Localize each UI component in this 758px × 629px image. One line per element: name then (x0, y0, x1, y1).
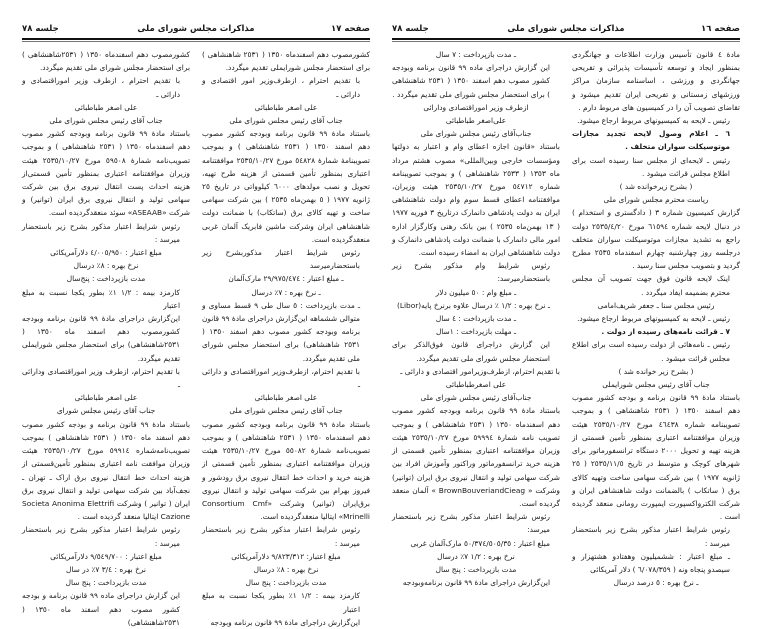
header-rule-thin (22, 41, 370, 42)
paragraph: علی اصغر طباطبائی (74, 393, 138, 403)
paragraph: باستناد مادۀ ٩٩ قانون برنامه وبودجه کشور مصوب دهم اسفندماه ١٣٥٠ ( ٢٥٣١ شاهنشاهی ) و بموجب تصویب‌نامه شمارۀ ٥٩٥٠٨ مورخ ٢٥٣٥/١٠/٢٧ هیئت وزیران موافقتنامه اعتباری بمنظور تأمین قسمتی‌از هزینه احداث پست انتقال نیروی برق بین شرکت سهامی تولید و انتقال نیروی برق ایران (توانیر) و شرکت «ASEAAB» سوئد منعقدگردیده است. (22, 129, 191, 218)
paragraph: رئوس شرایط اعتبار مذکور بشرح زیر باستحضار میرسد : (22, 525, 180, 548)
paragraph: مدت بازپرداخت : پنج‌سال (66, 274, 146, 284)
paragraph: این گزارش دراجرای قانون فوق‌الذکر برای استحضار مجلس شورای ملی تقدیم میگردد. (392, 340, 550, 363)
column-right (202, 48, 371, 627)
paragraph: با تقدیم احترام ، ازطرف‌وزیر امور اقتصادی و دارائی ـ (202, 76, 360, 99)
paragraph: علی اصغرطباطبائی (445, 380, 507, 390)
paragraph: نرخ بهره : ٨٪ درسال (73, 261, 139, 271)
paragraph: با تقدیم احترام، ازطرف‌وزیرامور اقتصادی و دارائی ـ (400, 366, 560, 376)
paragraph: مبلغ اعتبار : ٤/٠٠٥/٩٥٠ دلارآمریکائی (50, 248, 162, 258)
paragraph: ـ مبلغ اعتبار : ششمیلیون وهفتادو هشتهزار و سیصدو پنجاه ونه ( ٦/٠٧٨/٣٥٩ ) دلار آمریکائی (572, 551, 730, 574)
paragraph: علی اصغر طباطبائی (254, 102, 318, 112)
paragraph: علی اصغر طباطبائی (254, 393, 318, 403)
paragraph: مادۀ ٤ قانون تأسیس وزارت اطلاعات و جهانگردی بمنظور ایجاد و توسعه تأسیسات پذیرائی و تفریحی جهانگردی و ورزشی ، اساسنامه سازمان مراکز ورزشهای زمستانی و تفریحی ایران تقدیم میشود و تقاضای تصویب آن را در کمیسیون های مربوط دارم . (572, 50, 741, 112)
paragraph: باستناد مادۀ ٩٩ قانون برنامه وبودجه کشور مصوب دهم اسفندماه ١٣٥٠ ( ٢٥٣١ شاهنشاهی ) و بموجب تصویب‌نامه شمارۀ ٥٥٠٨٢ مورخ ٢٥٣٥/١٠/٢٧ هیئت وزیران موافقتنامه اعتباری بمنظور تأمین قسمتی از هزینه خرید و احداث خط انتقال نیروی برق رودشور و فیروز بهرام بین شرکت سهامی تولید و انتقال نیروی برق‌ایران (توانیر) وشرکت «Consortium Cmf Mrinelli» ایتالیا منعقدگردیده است. (202, 419, 371, 522)
paragraph: کشورمصوب دهم اسفندماه ١٣٥٠ ( ٢٥٣١ شاهنشاهی ) برای استحضار مجلس شورایملی تقدیم میگردد. (202, 50, 370, 73)
paragraph: نرخ بهره : ٣/٤ ٧٪ در سال (66, 564, 146, 574)
paragraph: این‌گزارش دراجرای مادۀ ٩٩ قانون برنامه‌وبودجه (402, 578, 550, 588)
paragraph: این‌گزارش دراجرای مادۀ ٩٩ قانون برنامه وبودجه کشورمصوب دهم اسفند ماه ١٣٥٠ ( ٢٥٣١شاهنشاهی) برای استحضار مجلس شورایملی تقدیم میگردد. (22, 314, 181, 363)
paragraph: رئوس شرایط وام مذکور بشرح زیر باستحضارمیرسد: (392, 261, 550, 284)
paragraph: باستناد مادۀ ٩٩ قانون برنامه و بودجه کشور مصوب دهم اسفند ١٣٥٠ ( ٢٥٣١ شاهنشاهی ) و بموجب تصویبنامه شماره ٤٦٤٣٨ مورخ ٢٥٣٥/١٠/٢٧ هیئت وزیران موافقتنامه اعتباری بمنظور تأمین قسمتی از هزینه تهیه و تحویل ٢٠٠٠ دستگاه ترانسفورماتور برای شهرهای کوچک و متوسط در تاریخ ٢٥٣٥/١١/٥ ( ٢٥ ژانویه ١٩٧٧ ) بین شرکت سهامی ساخت وتهیه کالای برق ( ساتکاب ) بالضمانت دولت شاهنشاهی ایران و شرکت الکترواکسپورت ایمپورت رومانی منعقد گردیده است . (572, 393, 741, 522)
paragraph: ( بشرح زیرخوانده شد ) (619, 182, 693, 192)
paragraph: ٦ ـ اعلام وصول لایحه تجدید مجازات موتوسیکلت سواران متخلف . (572, 129, 730, 152)
page-number: صفحه ١٦ (701, 24, 740, 34)
paragraph: مدت بازپرداخت : پنج سال (435, 564, 517, 574)
column-left (22, 48, 191, 627)
page-17 (22, 0, 371, 627)
paragraph: کارمزد بیمه : ١/٢ ١٪ بطور یکجا نسبت به مبلغ اعتبار (202, 591, 360, 614)
paragraph: کارمزد بیمه : ١/٢ ١٪ بطور یکجا نسبت به مبلغ اعتبار (22, 287, 180, 310)
paragraph: این‌گزارش دراجرای مادۀ ٩٩ قانون برنامه وبودجه (210, 617, 360, 627)
paragraph: باستناد مادۀ ٩٩ قانون برنامه وبودجه کشور مصوب دهم اسفندماه ١٣٥٠ ( ٢٥٣١ شاهنشاهی ) و بموجب تصویب نامه شمارۀ ٥٩٩٩٤ مورخ ٢٥٣٥/١٠/٢٧ هیئت وزیران موافقتنامه اعتباری بمنظور تأمین قسمتی از هزینه خرید ترانسفورماتور وراکتور وآموزش افراد بین شرکت سهامی تولید و انتقال نیروی برق ایران (توانیر) وشرکت « BrownBouveriandCieag » آلمان منعقد گردیده است. (392, 406, 561, 508)
page-header (22, 22, 370, 36)
header-rule (22, 38, 370, 40)
header-rule-thin (392, 41, 740, 42)
paragraph: ـ مبلغ وام : ٥٠ میلیون دلار (435, 287, 517, 297)
session-number: جلسه ٧٨ (22, 24, 59, 34)
paragraph: نرخ بهره : ٨٪ درسال (253, 564, 319, 574)
paragraph: ـ مدت بازپرداخت : ٧ سال (435, 50, 517, 59)
paragraph: با تقدیم احترام، ازطرف وزیر اموراقتصادی ودارائی ـ (22, 366, 180, 390)
paragraph: ـ نرخ بهره : ٥ درصد درسال (613, 578, 699, 588)
paragraph: جناب آقای رئیس مجلس شورای (56, 406, 156, 416)
paragraph: ( بشرح زیر خوانده شد ) (618, 366, 694, 376)
column-right (572, 48, 740, 600)
paragraph: رئوس شرایط اعتبار مذکوربشرح زیر باستحضارمیرسد (202, 248, 360, 271)
page-header (392, 22, 740, 36)
paragraph: ریاست محترم مجلس شورای ملی (603, 195, 709, 205)
page-number: صفحه ١٧ (331, 24, 370, 34)
running-title: مذاکرات مجلس شورای ملی (507, 24, 625, 34)
paragraph: ـ مدت بازپرداخت : ٥ سال طی ٩ قسط مساوی و متوالی ششماهه این‌گزارش دراجرای مادۀ ٩٩ قانون برنامه وبودجه کشور مصوب دهم اسفند ١٣٥٠ ( ٢٥٣١ شاهنشاهی) برای استحضار مجلس شورای ملی تقدیم میگردد. (202, 300, 361, 363)
running-title: مذاکرات مجلس شورای ملی (137, 24, 255, 34)
text-columns (392, 48, 740, 600)
paragraph: رئوس شرایط اعتبار مذکور بشرح زیر باستحضار میرسد : (572, 525, 730, 548)
paragraph: این گزارش دراجرای ماده ٩٩ قانون برنامه و بودجه کشور مصوب دهم اسفند ماه ١٣٥٠ ( ٢٥٣١شاهنشاهی) (22, 591, 180, 627)
page-16 (392, 0, 740, 600)
paragraph: رئیس ـ نامه‌هائی از دولت رسیده است برای اطلاع مجلس قرائت میشود . (572, 340, 730, 363)
paragraph: رئوس شرایط اعتبار مذکور بشرح زیر باستحضار میرسد: (392, 512, 550, 535)
paragraph: مدت بازپرداخت : پنج سال (245, 578, 327, 588)
paragraph: ـ مدت بازپرداخت : ٤ سال (435, 314, 517, 324)
paragraph: با تقدیم احترام ، ازطرف وزیر اموراقتصادی و دارائی ـ (22, 76, 180, 99)
paragraph: اینک لایحه قانون فوق جهت تصویب آن مجلس محترم بضمیمه ایفاد میگردد . (572, 274, 730, 297)
paragraph: علی‌اصغر طباطبائی (445, 116, 507, 126)
paragraph: ـ نرخ بهره : ١/٢ ٪ درسال علاوه برنرخ پایه(Libor) (396, 300, 550, 310)
column-left (392, 48, 560, 600)
paragraph: باستناد مادۀ ٩٩ قانون برنامه و بودجه کشور مصوب دهم اسفند ماه ١٣٥٠ ( ٢٥٣١ شاهنشاهی ) بموجب تصویب‌نامه‌شماره ٥٩٩١٤ مورخ ٢٥٣٥/١٠/٢٧ هیئت وزیران موافقت نامه اعتباری بمنظور تأمین‌قسمتی از هزینه احداث خط انتقال نیروی برق اراک ـ تهران ـ نجف‌آباد بین شرکت سهامی تولید و انتقال نیروی برق ایران ( توانیر ) وشرکت Societa Anonima Elettrifi Cazione ایتالیا منعقد گردیده است . (22, 419, 190, 522)
paragraph: با تقدیم احترام، ازطرف‌وزیر اموراقتصادی و دارائی ـ (202, 366, 360, 390)
paragraph: باستناد مادۀ ٩٩ قانون برنامه وبودجه کشور مصوب دهم اسفند ١٣٥٠ ( ٢٥٣١ شاهنشاهی ) و بموجب تصویبنامۀ شمارۀ ٥٤٨٢٨ مورخ ٢٥٣٥/١٠/٢٧ موافقتنامه اعتباری بمنظور تأمین قسمتی از هزینه طرح تهیه، تحویل و نصب مولدهای ٦٠٠٠ کیلوواتی در تاریخ ٢٥ ژانویه ١٩٧٧ ( ٥ بهمن‌ماه ٢٥٣٥ ) بین شرکت سهامی ساخت و تهیه کالای برق (ساتکاب) با ضمانت دولت شاهنشاهی ایران وشرکت ماشین فابریک آلمان غربی منعقدگردیده است. (202, 129, 371, 244)
paragraph: ٧ ـ قرائت نامه‌های رسیده از دولت . (601, 327, 730, 337)
paragraph: جناب آقای رئیس مجلس شورای ملی (229, 116, 343, 126)
paragraph: جناب آقای رئیس مجلس شورایملی (602, 380, 710, 390)
paragraph: ـ مهلت بازپرداخت : ١سال (435, 327, 517, 337)
paragraph: نرخ بهره : ١/٢ ٧٪ درسال (437, 551, 515, 561)
paragraph: رئوس شرایط اعتبار مذکور بشرح زیر باستحضار میرسد : (202, 525, 360, 548)
paragraph: جناب‌آقای رئیس مجلس شورای ملی (420, 393, 532, 403)
paragraph: رئیس مجلس سنا ـ جعفر شریف‌امامی (597, 300, 715, 310)
paragraph: کشورمصوب دهم اسفندماه ١٣٥٠ ( ٢٥٣١شاهنشاهی ) برای استحضار مجلس شورای ملی تقدیم میگردد. (22, 50, 190, 73)
paragraph: این گزارش دراجرای ماده ٩٩ قانون برنامه وبودجه کشور مصوب دهم اسفند ١٣٥٠ ( ٢٥٣١ شاهنشاهی ) برای استحضار مجلس شورای ملی تقدیم میگردد . (392, 63, 550, 99)
paragraph: جناب آقای رئیس مجلس شورای ملی (49, 116, 163, 126)
paragraph: جناب آقای رئیس مجلس شورای ملی (229, 406, 343, 416)
paragraph: ازطرف وزیر اموراقتصادی ودارائی (423, 102, 529, 112)
header-rule (392, 38, 740, 40)
paragraph: رئوس شرایط اعتبار مذکور بشرح زیر باستحضار میرسد : (22, 221, 180, 244)
paragraph: علی اصغر طباطبائی (74, 102, 138, 112)
paragraph: مبلغ اعتبار : ٥٠/٣٧٤/٥٠٥/٣٥ مارک‌آلمان غربی (410, 538, 550, 548)
paragraph: ـ نرخ بهره : ٧٪ درسال (251, 287, 321, 297)
paragraph: مبلغ اعتبار : ٩/٥٤٩/٧٠٠ دلارآمریکائی (50, 551, 162, 561)
paragraph: باستناد «قانون اجازه اعطای وام و اعتبار به دولتها ومؤسسات خارجی وبین‌المللی» مصوب هشتم مرداد ماه ١٣٥٣ ( ٢٥٣٣ شاهنشاهی ) و بموجب تصویبنامه شماره ٥٤٧١٢ مورخ ٢٥٣٥/١٠/٢٧ هیئت وزیران، موافقتنامه اعطای قسط سوم وام دولت شاهنشاهی ایران به دولت پادشاهی دانمارک درتاریخ ٣ فوریه ١٩٧٧ ( ١٣ بهمن‌ماه ٢٥٣٥ ) بین بانک رهنی وکارگزار اداره امور مالی دانمارک با ضمانت دولت پادشاهی دانمارک و دولت شاهنشاهی ایران به امضاء رسیده است. (392, 142, 561, 258)
paragraph: رئیس ـ لایحه به کمیسیونهای مربوط ارجاع میشود. (577, 314, 730, 324)
paragraph: مدت بازپرداخت : پنج سال (65, 578, 147, 588)
paragraph: رئیس ـ لایحه‌ای از مجلس سنا رسیده است برای اطلاع مجلس قرائت میشود . (572, 155, 730, 178)
paragraph: رئیس ـ لایحه به کمیسیونهای مربوط ارجاع میشود. (577, 116, 730, 126)
paragraph: مبلغ اعتبار: ٩/٨٢٣/٣١٢ دلارآمریکائی (231, 551, 341, 561)
session-number: جلسه ٧٨ (392, 24, 429, 34)
paragraph: جناب‌آقای رئیس مجلس شورای ملی (420, 129, 532, 139)
text-columns (22, 48, 371, 627)
paragraph: گزارش کمیسیون شماره ٣ ( دادگستری و استخدام ) در دنبال لایحه شماره ٦١٥٩٤ مورخ ٢٥٣٥/٤/٢٠ دولت راجع به تشدید مجازات موتوسیکلت سواران متخلف درجلسه روز چهارشنبه چهارم اسفندماه ٢٥٣٥ مطرح گردید و بتصویب مجلس سنا رسید . (572, 208, 740, 271)
paragraph: ـ مبلغ اعتبار : ٢٩/٩٧٥/٤٧٤ مارک‌آلمان (228, 274, 344, 284)
